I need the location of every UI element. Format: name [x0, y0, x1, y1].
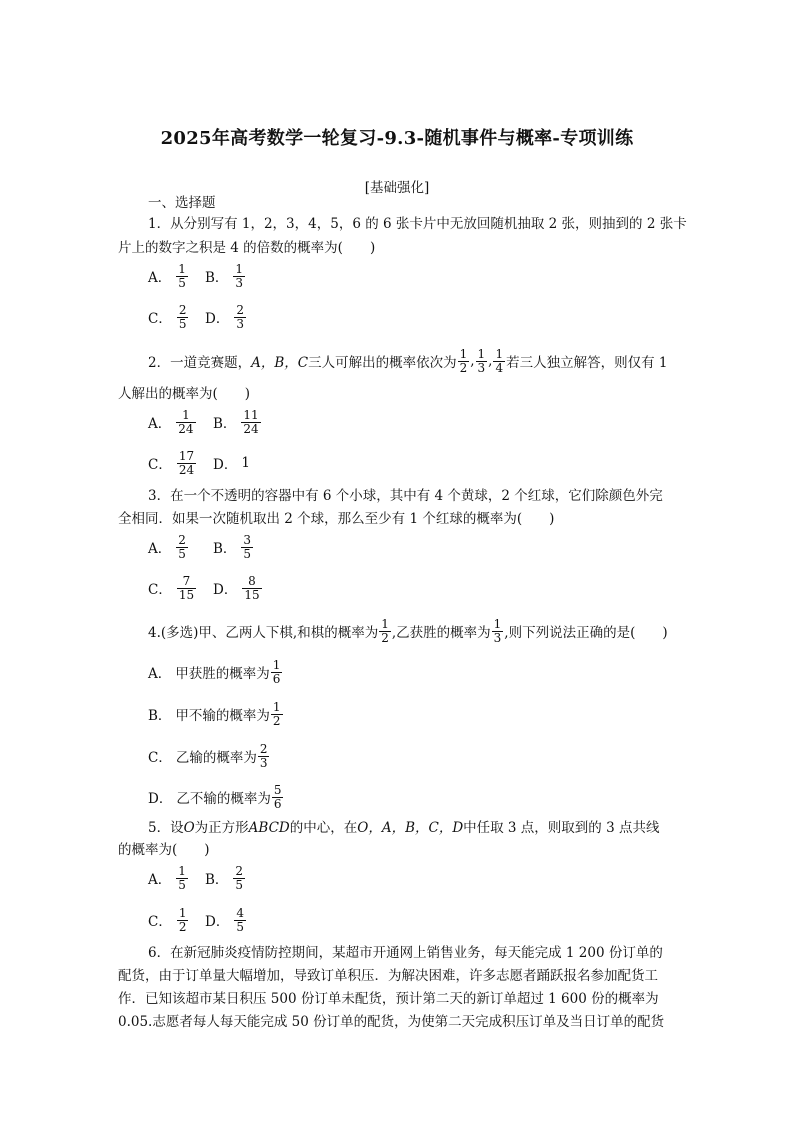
question-3-line-2: 全相同．如果一次随机取出 2 个球，那么至少有 1 个红球的概率为( ) [118, 511, 555, 527]
fraction: $\frac{3}{5}$ [243, 532, 252, 561]
question-6-line-3: 作．已知该超市某日积压 500 份订单未配货，预计第二天的新订单超过 1 600 份的概率为 [118, 991, 659, 1007]
question-5-line-1: 5．设O为正方形ABCD的中心，在O，A，B，C，D中任取 3 点，则取到的 3 点共线 [148, 820, 660, 836]
question-5-option-d: D． $\frac{4}{5}$ [205, 905, 244, 934]
question-5-option-c: C． $\frac{1}{2}$ [148, 905, 187, 934]
question-1-option-c: C． $\frac{2}{5}$ [148, 302, 187, 331]
question-6-line-4: 0.05.志愿者每人每天能完成 50 份订单的配货，为使第二天完成积压订单及当日订单的配货 [118, 1014, 665, 1030]
question-2-option-a: A． $\frac{1}{24}$ [148, 407, 194, 436]
question-2-line-2: 人解出的概率为( ) [118, 386, 251, 402]
fraction: $\frac{4}{5}$ [236, 905, 244, 934]
question-2-line-1: 2．一道竞赛题， A，B，C 三人可解出的概率依次为 $\frac{1}{2}$ , $\frac{1}{3}$ , $\frac{1}{4}$ 若三人独立解答，则仅有 1 [148, 346, 668, 375]
part-heading: 一、选择题 [148, 195, 216, 211]
fraction: $\frac{1}{3}$ [493, 616, 502, 645]
question-1-option-b: B． $\frac{1}{3}$ [205, 261, 244, 290]
fraction: $\frac{2}{5}$ [235, 863, 244, 892]
fraction: $\frac{1}{2}$ [272, 699, 281, 728]
fraction: $\frac{1}{3}$ [477, 346, 486, 375]
fraction: $\frac{1}{2}$ [381, 616, 389, 645]
question-6-line-2: 配货，由于订单量大幅增加，导致订单积压．为解决困难，许多志愿者踊跃报名参加配货工 [118, 968, 658, 984]
section-heading: [基础强化] [364, 180, 430, 196]
fraction: $\frac{1}{5}$ [178, 863, 186, 892]
page-title: 2025年高考数学一轮复习-9.3-随机事件与概率-专项训练 [160, 128, 634, 149]
fraction: $\frac{1}{24}$ [178, 407, 194, 436]
question-4-option-b: B． 甲不输的概率为 $\frac{1}{2}$ [148, 699, 281, 728]
question-2-option-b: B． $\frac{11}{24}$ [213, 407, 259, 436]
question-1-option-d: D． $\frac{2}{3}$ [205, 302, 244, 331]
fraction: $\frac{5}{6}$ [273, 782, 282, 811]
question-4-option-c: C． 乙输的概率为 $\frac{2}{3}$ [148, 741, 268, 770]
fraction: $\frac{1}{6}$ [272, 657, 281, 686]
fraction: $\frac{1}{2}$ [178, 905, 187, 934]
question-1-line-1: 1．从分别写有 1，2，3，4，5，6 的 6 张卡片中无放回随机抽取 2 张，则抽到的 2 张卡 [148, 216, 687, 232]
question-2-option-c: C． $\frac{17}{24}$ [148, 448, 195, 477]
question-4-option-d: D． 乙不输的概率为 $\frac{5}{6}$ [148, 782, 282, 811]
question-5-option-a: A． $\frac{1}{5}$ [148, 863, 186, 892]
fraction: $\frac{2}{5}$ [178, 302, 187, 331]
fraction: $\frac{2}{5}$ [178, 532, 186, 561]
question-3-line-1: 3．在一个不透明的容器中有 6 个小球，其中有 4 个黄球，2 个红球，它们除颜色外完 [148, 488, 663, 504]
fraction: $\frac{2}{3}$ [259, 741, 268, 770]
question-5-option-b: B． $\frac{2}{5}$ [205, 863, 244, 892]
question-3-option-c: C． $\frac{7}{15}$ [148, 573, 195, 602]
fraction: $\frac{1}{5}$ [178, 261, 186, 290]
question-4-line-1: 4.(多选)甲、乙两人下棋,和棋的概率为 $\frac{1}{2}$ ,乙获胜的概率为 $\frac{1}{3}$ ,则下列说法正确的是( ) [148, 616, 668, 645]
question-1-line-2: 片上的数字之积是 4 的倍数的概率为( ) [118, 240, 376, 256]
question-4-option-a: A． 甲获胜的概率为 $\frac{1}{6}$ [148, 657, 281, 686]
fraction: $\frac{2}{3}$ [236, 302, 244, 331]
fraction: $\frac{11}{24}$ [243, 407, 259, 436]
fraction: $\frac{1}{3}$ [235, 261, 244, 290]
fraction: $\frac{8}{15}$ [244, 573, 260, 602]
fraction: $\frac{1}{2}$ [459, 346, 468, 375]
fraction: $\frac{17}{24}$ [178, 448, 195, 477]
question-5-line-2: 的概率为( ) [118, 842, 210, 858]
fraction: $\frac{7}{15}$ [178, 573, 195, 602]
question-1-option-a: A． $\frac{1}{5}$ [148, 261, 186, 290]
question-3-option-b: B． $\frac{3}{5}$ [213, 532, 252, 561]
question-3-option-d: D． $\frac{8}{15}$ [213, 573, 260, 602]
question-2-option-d: D． 1 [213, 455, 250, 473]
question-3-option-a: A． $\frac{2}{5}$ [148, 532, 186, 561]
fraction: $\frac{1}{4}$ [495, 346, 504, 375]
question-6-line-1: 6．在新冠肺炎疫情防控期间，某超市开通网上销售业务，每天能完成 1 200 份订单的 [148, 945, 663, 961]
